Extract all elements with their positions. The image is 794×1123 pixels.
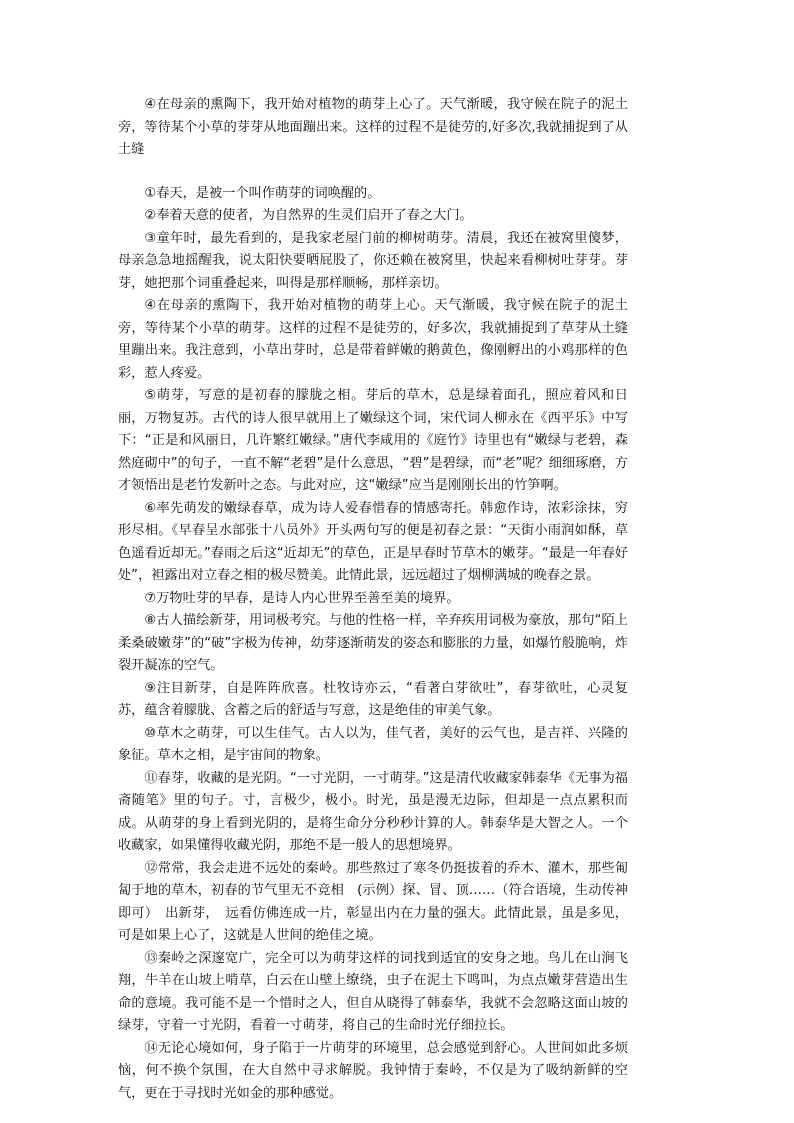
paragraph-5: ⑤萌芽，写意的是初春的朦胧之相。芽后的草木，总是绿着面孔，照应着风和日丽，万物复苏。古代的诗人很早就用上了嫩绿这个词，宋代词人柳永在《西平乐》中写下：“正是和风丽日，几许繁红嫩绿。”唐代李咸用的《庭竹》诗里也有“嫩绿与老碧，森然庭砌中”的句子，一直不解“老碧”是什么意思，“碧”是碧绿，而“老”呢？细细琢磨，方才领悟出是老竹发新叶之态。与此对应，这“嫩绿”应当是刚刚长出的竹笋啊。: [118, 388, 628, 493]
paragraph-4: ④在母亲的熏陶下，我开始对植物的萌芽上心。天气渐暖，我守候在院子的泥土旁，等待某个小草的萌芽。这样的过程不是徒劳的，好多次，我就捕捉到了草芽从土缝里蹦出来。我注意到，小草出芽时，总是带着鲜嫩的鹅黄色，像刚孵出的小鸡那样的色彩，惹人疼爱。: [118, 298, 628, 381]
paragraph-1: ①春天，是被一个叫作萌芽的词唤醒的。: [144, 185, 381, 201]
paragraph-7: ⑦万物吐芽的早春，是诗人内心世界至善至美的境界。: [144, 590, 460, 606]
paragraph-8: ⑧古人描绘新芽，用词极考究。与他的性格一样，辛弃疾用词极为豪放，那句“陌上柔桑破嫩芽”的“破”字极为传神，幼芽逐渐萌发的姿态和膨胀的力量，如爆竹般脆响，炸裂开凝冻的空气。: [118, 613, 628, 673]
paragraph-14: ⑭无论心境如何，身子陷于一片萌芽的环境里，总会感觉到舒心。人世间如此多烦恼，何不换个氛围，在大自然中寻求解脱。我钟情于秦岭，不仅是为了吸纳新鲜的空气，更在于寻找时光如金的那种感觉。: [118, 1040, 628, 1101]
paragraph-3: ③童年时，最先看到的，是我家老屋门前的柳树萌芽。清晨，我还在被窝里傻梦，母亲急急地摇醒我，说太阳快要晒屁股了，你还赖在被窝里，快起来看柳树吐芽芽。芽芽，她把那个词重叠起来，叫得是那样顺畅，那样亲切。: [118, 230, 628, 291]
paragraph-9: ⑨注目新芽，自是阵阵欣喜。杜牧诗亦云，“看著白芽欲吐”，春芽欲吐，心灵复苏，蕴含着朦胧、含蓄之后的舒适与写意，这是绝佳的审美气象。: [118, 680, 628, 718]
paragraph-13: ⑬秦岭之深邃宽广，完全可以为萌芽这样的词找到适宜的安身之地。鸟儿在山涧飞翔，牛羊在山坡上啃草，白云在山壁上缭绕，虫子在泥土下鸣叫，为点点嫩芽营造出生命的意境。我可能不是一个惜时之人，但自从晓得了韩泰华，我就不会忽略这面山坡的绿芽，守着一寸光阴，看着一寸萌芽，将自己的生命时光仔细拉长。: [118, 950, 628, 1033]
paragraph-10: ⑩草木之萌芽，可以生佳气。古人以为，佳气者，美好的云气也，是吉祥、兴隆的象征。草木之相，是宇宙间的物象。: [118, 725, 628, 763]
intro-paragraph: ④在母亲的熏陶下，我开始对植物的萌芽上心了。天气渐暖，我守候在院子的泥土旁，等待某个小草的芽芽从地面蹦出来。这样的过程不是徒劳的,好多次,我就捕捉到了从土缝: [118, 97, 628, 157]
document-page: [118, 94, 628, 1105]
paragraph-12: ⑫常常，我会走进不远处的秦岭。那些熬过了寒冬仍挺拔着的乔木、灌木，那些匍匐于地的草木，初春的节气里无不竞相 (示例）探、冒、顶……（符合语境，生动传神即可） 出新芽， 远看仿佛连成一片，彰显出内在力量的强大。此情此景，虽是多见，可是如果上心了，这就是人世间的绝佳之境。: [118, 860, 628, 943]
paragraph-2: ②奉着天意的使者，为自然界的生灵们启开了春之大门。: [144, 208, 473, 223]
paragraph-11: ⑪春芽，收藏的是光阴。“一寸光阴，一寸萌芽。”这是清代收藏家韩泰华《无事为福斋随笔》里的句子。寸，言极少，极小。时光，虽是漫无边际，但却是一点点累积而成。从萌芽的身上看到光阴的，是将生命分分秒秒计算的人。韩泰华是大智之人。一个收藏家，如果懂得收藏光阴，那绝不是一般人的思想境界。: [118, 770, 628, 853]
paragraph-6: ⑥率先萌发的嫩绿春草，成为诗人爱春惜春的情感寄托。韩愈作诗，浓彩涂抹，穷形尽相。《早春呈水部张十八员外》开头两句写的便是初春之景：“天街小雨润如酥，草色遥看近却无。”春雨之后这“近却无”的草色，正是早春时节草木的嫩芽。“最是一年春好处”，袒露出对立春之相的极尽赞美。此情此景，远远超过了烟柳满城的晚春之景。: [118, 500, 628, 583]
paragraph-gap: [118, 162, 628, 183]
